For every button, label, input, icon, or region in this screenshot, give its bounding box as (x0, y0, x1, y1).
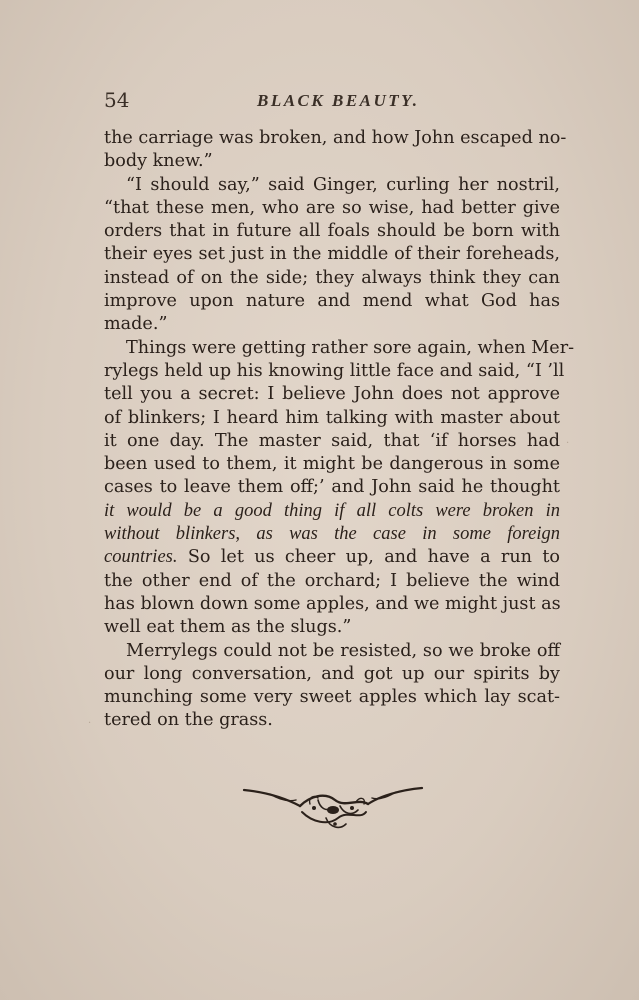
text-line-italic (104, 523, 560, 546)
text-line: cases to leave them off;’ and John said he thought (104, 477, 560, 498)
text-line: Merrylegs could not be resisted, so we broke off (126, 640, 560, 661)
text-line: of blinkers; I heard him talking with master about (104, 407, 560, 428)
tailpiece-ornament-icon (240, 778, 426, 834)
text-line: the other end of the orchard; I believe the wind (104, 570, 560, 591)
page-number: 54 (104, 88, 130, 112)
text-line: rylegs held up his knowing little face and said, “I ’ll (104, 360, 565, 381)
text-line: body knew.” (104, 151, 213, 172)
text-line: Things were getting rather sore again, when Mer- (126, 337, 575, 358)
text-line: improve upon nature and mend what God has (104, 291, 560, 312)
body-text (104, 127, 575, 733)
text-line: it one day. The master said, that ‘if horses had (104, 430, 560, 451)
text-line: “that these men, who are so wise, had better give (104, 197, 560, 218)
text-line: well eat them as the slugs.” (104, 617, 352, 638)
text-line: instead of on the side; they always think they can (104, 267, 560, 288)
text-line: been used to them, it might be dangerous in some (104, 454, 560, 475)
text-line: our long conversation, and got up our spirits by (104, 663, 560, 684)
paper-speck: · (88, 718, 92, 729)
text-line-italic (104, 546, 560, 569)
text-line: tered on the grass. (104, 710, 273, 731)
text-line: “I should say,” said Ginger, curling her nostril, (126, 174, 560, 195)
italic-text: without blinkers, as was the case in some foreign (104, 524, 560, 545)
text-line: the carriage was broken, and how John escaped no- (104, 128, 567, 148)
text-line: has blown down some apples, and we might just as (104, 593, 561, 614)
text-line: their eyes set just in the middle of their foreheads, (104, 244, 560, 265)
text-line: munching some very sweet apples which lay scat- (104, 687, 560, 708)
text-line: tell you a secret: I believe John does not approve (104, 384, 560, 405)
paper-speck: · (566, 438, 570, 449)
page-header (104, 88, 562, 118)
running-title: BLACK BEAUTY. (257, 91, 420, 110)
italic-text: it would be a good thing if all colts were broken in (104, 500, 560, 521)
text-line: orders that in future all foals should be born with (104, 221, 560, 242)
plain-text: So let us cheer up, and have a run to (177, 547, 560, 568)
italic-text: countries. (104, 547, 178, 568)
text-line: made.” (104, 314, 168, 335)
text-line-italic (104, 500, 560, 523)
